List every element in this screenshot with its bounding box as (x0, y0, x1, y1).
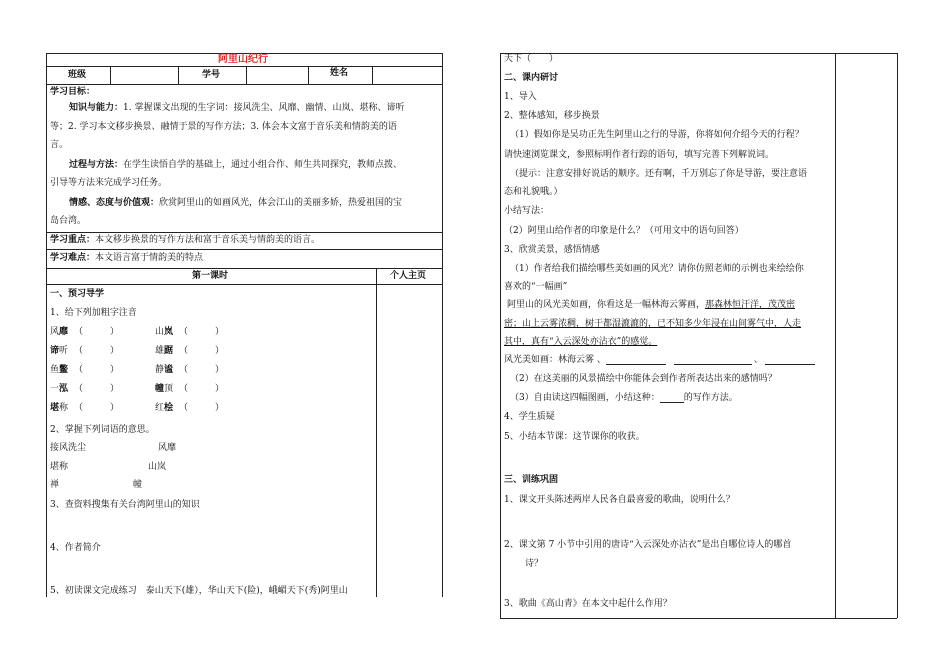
answer-blank[interactable] (660, 402, 684, 403)
pinyin-blank[interactable]: （ ） (74, 403, 120, 413)
knowledge-line-1: 知识与能力：1. 掌握课文出现的生字词：接风洗尘、风靡、幽情、山岚、堪称、谛听 (69, 103, 405, 113)
pinyin-word: 谛听 (50, 346, 69, 356)
pinyin-blank[interactable]: （ ） (179, 365, 225, 375)
knowledge-line-3: 言。 (50, 140, 69, 150)
pinyin-blank[interactable]: （ ） (74, 327, 120, 337)
step-1: 1、导入 (504, 92, 537, 102)
pinyin-item (50, 328, 119, 337)
pinyin-word: 鱼鳖 (50, 365, 69, 375)
step-3-line: （2）在这美丽的风景描绘中你能体会到作者所表达出来的感情吗？ (510, 374, 777, 384)
pinyin-blank[interactable]: （ ） (179, 346, 225, 356)
preview-q5: 5、初读课文完成练习 泰山天下(雄），华山天下(险)，峨嵋天下(秀)阿里山 (50, 586, 348, 596)
pinyin-word: 风靡 (50, 327, 69, 337)
objectives-heading: 学习目标： (50, 87, 96, 97)
step-3-fill: （3）自由读这四幅图画，小结这种： 的写作方法。 (510, 393, 738, 403)
pinyin-blank[interactable]: （ ） (179, 384, 225, 394)
continuation-text: 天下（ ） (504, 54, 559, 64)
process-line-2: 引导等方法来完成学习任务。 (50, 178, 168, 188)
practice-1: 1、课文开头陈述两岸人民各自最喜爱的歌曲，说明什么？ (504, 495, 735, 505)
difficulty: 学习难点：本文语言富于情韵美的特点 (50, 253, 204, 263)
knowledge-line-2: 等；2. 学习本文移步换景、融情于景的写作方法；3. 体会本文富于音乐美和情韵美的语 (50, 122, 397, 132)
pinyin-blank[interactable]: （ ） (179, 403, 225, 413)
pinyin-item (155, 347, 224, 356)
personal-header: 个人主页 (390, 271, 427, 281)
preview-q1: 1、给下列加粗字注音 (50, 308, 137, 318)
pinyin-word: 堪称 (50, 403, 69, 413)
preview-q2: 2、掌握下列词语的意思。 (50, 425, 155, 435)
pinyin-blank[interactable]: （ ） (179, 327, 225, 337)
step-3-fill: 风光美如画：林海云雾 、 、 (504, 356, 815, 365)
section2-heading: 二、课内研讨 (504, 73, 559, 83)
name-label: 姓名 (330, 68, 349, 78)
vocab-item: 风靡 (158, 443, 177, 453)
pinyin-word: 一泓 (50, 384, 69, 394)
vocab-item: 禅 (50, 480, 60, 490)
answer-blank[interactable] (765, 364, 815, 365)
step-2-line: （提示：注意安排好说话的顺序。还有啊，千万别忘了你是导游，要注意语 (510, 169, 808, 179)
step-3-line: 其中，真有“入云深处亦沾衣”的感觉。 (504, 337, 658, 347)
class-label: 班级 (68, 70, 87, 80)
step-4: 4、学生质疑 (504, 412, 555, 422)
vocab-item: 接风洗尘 (50, 443, 87, 453)
vocab-item: 山岚 (148, 462, 167, 472)
pinyin-item (155, 366, 224, 375)
pinyin-word: 山岚 (155, 327, 174, 337)
step-2-line: 小结写法： (504, 206, 550, 216)
emotion-line-1: 情感、态度与价值观：欣赏阿里山的如画风光，体会江山的美丽多娇，热爱祖国的宝 (69, 198, 403, 208)
step-2: 2、整体感知，移步换景 (504, 111, 600, 121)
pinyin-word: 静谧 (155, 365, 174, 375)
process-line-1: 过程与方法：在学生读悟自学的基础上，通过小组合作、师生共同探究，教师点拨、 (69, 160, 403, 170)
step-2-line: （2）阿里山给作者的印象是什么？（可用文中的语句回答） (504, 226, 744, 236)
step-2-line: 态和礼貌哦。） (504, 187, 563, 197)
step-5: 5、小结本节课：这节课你的收获。 (504, 432, 645, 442)
practice-2-cont: 诗？ (525, 559, 544, 569)
step-3-line: （1）作者给我们描绘哪些美如画的风光？请你仿照老师的示例也来绘绘你 (510, 264, 804, 274)
pinyin-word: 幢顶 (155, 384, 174, 394)
step-3: 3、欣赏美景，感悟情感 (504, 245, 600, 255)
step-3-line: 阿里山的风光美如画，你看这是一幅林海云雾画，那森林恒汗洋，茂茂密 (507, 300, 796, 310)
preview-q4: 4、作者简介 (50, 543, 101, 553)
left-table-frame (46, 53, 443, 597)
answer-blank[interactable] (674, 364, 752, 365)
key-point: 学习重点：本文移步换景的写作方法和富于音乐美与情韵美的语言。 (50, 235, 321, 245)
pinyin-item (50, 347, 119, 356)
practice-2: 2、课文第 7 小节中引用的唐诗“入云深处亦沾衣”是出自哪位诗人的哪首 (504, 540, 792, 550)
step-3-line: 喜欢的“一幅画” (504, 282, 568, 292)
pinyin-word: 红桧 (155, 403, 174, 413)
pinyin-blank[interactable]: （ ） (74, 365, 120, 375)
answer-blank[interactable] (606, 364, 666, 365)
pinyin-item (50, 366, 119, 375)
emotion-line-2: 岛台湾。 (50, 216, 87, 226)
pinyin-item (50, 404, 119, 413)
pinyin-item (155, 404, 224, 413)
pinyin-blank[interactable]: （ ） (74, 346, 120, 356)
section3-heading: 三、训练巩固 (504, 475, 559, 485)
step-2-line: 请快速浏览课文，参照标明作者行踪的语句，填写完善下列解说词。 (504, 150, 775, 160)
step-3-line: 密；山上云雾浓稠，树干都湿漉漉的，已不知多少年浸在山间雾气中，人走 (504, 319, 802, 329)
pinyin-item (155, 328, 224, 337)
step-2-line: （1）假如你是吴功正先生阿里山之行的导游，你将如何介绍今天的行程？ (510, 130, 804, 140)
vocab-item: 幢 (133, 480, 143, 490)
pinyin-blank[interactable]: （ ） (74, 384, 120, 394)
vocab-item: 堪称 (50, 462, 69, 472)
page-title: 阿里山纪行 (218, 54, 268, 65)
practice-3: 3、歌曲《高山青》在本文中起什么作用？ (504, 599, 672, 609)
student-no-label: 学号 (202, 70, 221, 80)
pinyin-item (50, 385, 119, 394)
pinyin-item (155, 385, 224, 394)
pinyin-word: 雄踞 (155, 346, 174, 356)
lesson-header: 第一课时 (192, 271, 229, 281)
preview-q3: 3、查资料搜集有关台湾阿里山的知识 (50, 500, 200, 510)
preview-heading: 一、预习导学 (50, 289, 105, 299)
